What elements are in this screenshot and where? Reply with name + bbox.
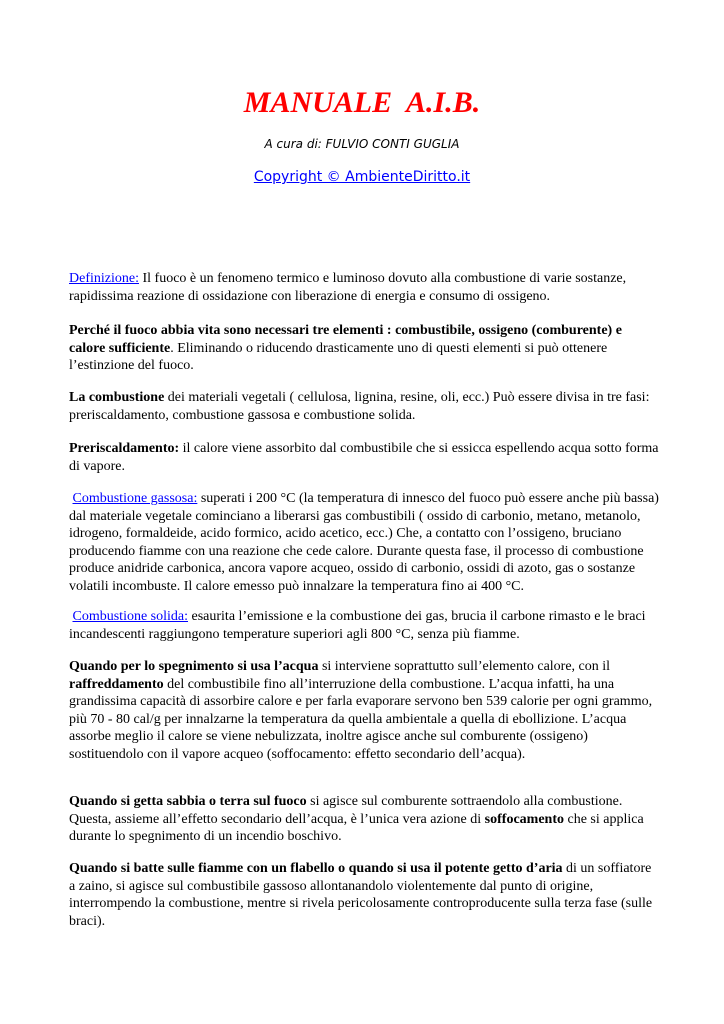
paragraph-preriscaldamento bbox=[69, 440, 659, 475]
paragraph-acqua bbox=[69, 658, 659, 763]
paragraph-text: superati i 200 °C (la temperatura di innesco del fuoco può essere anche più bassa) dal materiale vegetale cominciano a liberarsi gas combustibili ( ossido di carbonio, metano, metanolo, idrogeno, formaldeide, acido formico, acido acetico, ecc.) Che, a contatto con l’ossigeno, bruciano producendo fiamme con una reazione che cede calore. Durante questa fase, il processo di combustione produce anidride carbonica, ancora vapore acqueo, ossido di carbonio, ossidi di azoto, gas o sostanze volatili incombuste. Il calore emesso può innalzare la temperatura fino ai 400 °C. bbox=[69, 491, 659, 594]
paragraph-definizione bbox=[69, 270, 659, 305]
paragraph-combustione bbox=[69, 389, 659, 424]
bold-text: Quando si batte sulle fiamme con un flabello o quando si usa il potente getto d’aria bbox=[69, 861, 563, 876]
bold-text: soffocamento bbox=[484, 811, 564, 827]
paragraph-text: esaurita l’emissione e la combustione dei gas, brucia il carbone rimasto e le braci incandescenti raggiungono temperature superiori agli 800 °C, senza più fiamme. bbox=[69, 609, 646, 642]
bold-text: Quando si getta sabbia o terra sul fuoco bbox=[69, 794, 307, 809]
bold-text: Quando per lo spegnimento si usa l’acqua bbox=[69, 659, 319, 674]
bold-text: raffreddamento bbox=[69, 676, 164, 692]
combustione-gassosa-link[interactable]: Combustione gassosa: bbox=[72, 491, 198, 506]
paragraph-elementi bbox=[69, 322, 659, 375]
document-title: MANUALE A.I.B. bbox=[243, 86, 481, 119]
paragraph-combustione-gassosa bbox=[69, 490, 659, 595]
definizione-link[interactable]: Definizione: bbox=[69, 271, 139, 286]
bold-text: Perché il fuoco abbia vita sono necessari tre elementi : combustibile, ossigeno (comburente) e calore sufficiente bbox=[69, 323, 622, 356]
paragraph-combustione-solida bbox=[69, 608, 659, 643]
paragraph-text: il calore viene assorbito dal combustibile che si essicca espellendo acqua sotto forma di vapore. bbox=[69, 441, 659, 474]
paragraph-text: Il fuoco è un fenomeno termico e luminoso dovuto alla combustione di varie sostanze, rapidissima reazione di ossidazione con liberazione di energia e consumo di ossigeno. bbox=[69, 271, 627, 304]
copyright-line bbox=[69, 167, 655, 187]
paragraph-flabello bbox=[69, 860, 659, 930]
bold-text: Preriscaldamento: bbox=[69, 441, 180, 456]
author-line: A cura di: FULVIO CONTI GUGLIA bbox=[264, 137, 460, 151]
paragraph-text: che si applica durante lo spegnimento di un incendio boschivo. bbox=[69, 811, 644, 844]
paragraph-text: si interviene soprattutto sull’elemento calore, con il bbox=[318, 659, 611, 674]
paragraph-text: di un soffiatore a zaino, si agisce sul combustibile gassoso allontanandolo violentemente dal punto di origine, interrompendo la combustione, mentre si rivela pericolosamente controproducente sulla terza fase (sulle braci). bbox=[69, 861, 653, 929]
paragraph-sabbia bbox=[69, 793, 659, 846]
copyright-link[interactable]: Copyright © AmbienteDiritto.it bbox=[253, 169, 471, 185]
paragraph-text: . Eliminando o riducendo drasticamente uno di questi elementi si può ottenere l’estinzione del fuoco. bbox=[69, 340, 608, 373]
paragraph-text: del combustibile fino all’interruzione della combustione. L’acqua infatti, ha una grandissima capacità di assorbire calore e per farla evaporare servono ben 539 calorie per ogni grammo, più 70 - 80 cal/g per innalzarne la temperatura da quella ambientale a quella di ebollizione. L’acqua assorbe meglio il calore se viene nebulizzata, inoltre agisce anche sul comburente (ossigeno) sostituendolo con il vapore acqueo (soffocamento: effetto secondario dell’acqua). bbox=[69, 676, 653, 762]
paragraph-text: dei materiali vegetali ( cellulosa, lignina, resine, oli, ecc.) Può essere divisa in tre fasi: preriscaldamento, combustione gassosa e combustione solida. bbox=[69, 390, 650, 423]
bold-text: La combustione bbox=[69, 390, 165, 405]
combustione-solida-link[interactable]: Combustione solida: bbox=[72, 609, 188, 624]
paragraph-text: si agisce sul comburente sottraendolo alla combustione. Questa, assieme all’effetto secondario dell’acqua, è l’unica vera azione di bbox=[69, 794, 623, 827]
